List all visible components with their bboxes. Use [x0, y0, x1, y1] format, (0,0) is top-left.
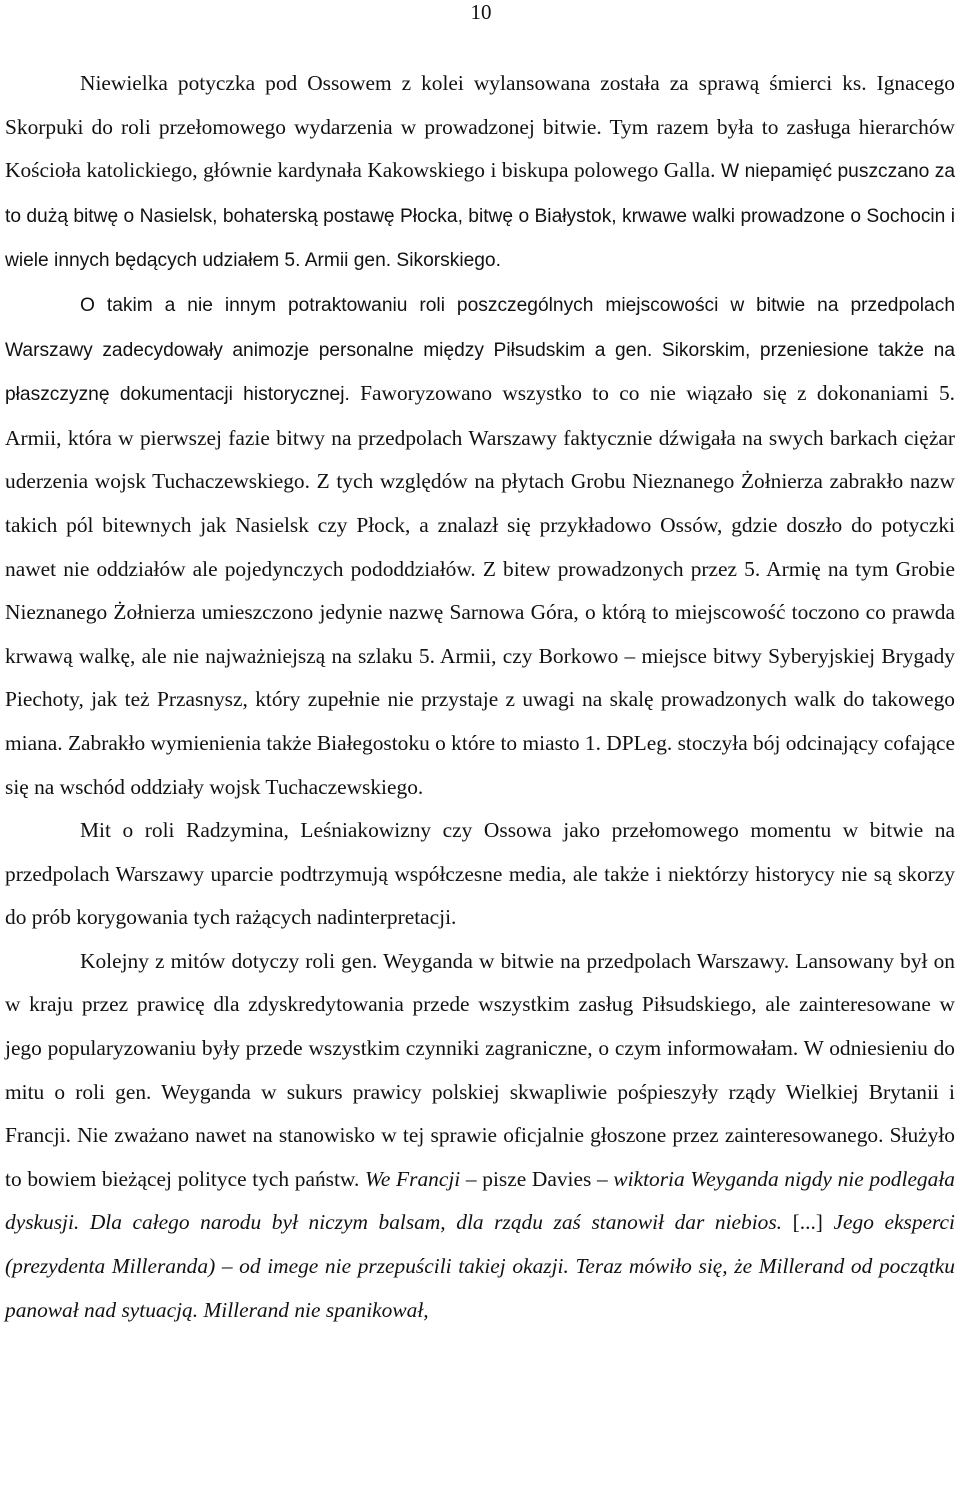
paragraph-radzymin — [5, 809, 955, 940]
paragraph-ossow-sans-text: W niepamięć puszczano za to dużą bitwę o Nasielsk, bohaterską postawę Płocka, bitwę o Białystok, krwawe walki prowadzone o Sochocin i wiele innych będących udziałem 5. Armii gen. Sikorskiego. — [5, 161, 955, 272]
quote-italic-3: Jego eksperci (prezydenta Milleranda) – od imege nie przepuścili takiej okazji. Teraz mówiło się, że Millerand od początku panował nad sytuacją. Millerand nie spanikował, — [5, 1210, 955, 1322]
quote-attribution: – pisze Davies – — [465, 1166, 608, 1191]
paragraph-weygand — [5, 940, 955, 1332]
paragraph-ossow-text: Niewielka potyczka pod Ossowem z kolei wylansowana została za sprawą śmierci ks. Ignacego Skorpuki do roli przełomowego wydarzenia w prowadzonej bitwie. Tym razem była to zasługa hierarchów Kościoła katolickiego, głównie kardynała Kakowskiego i biskupa polowego Galla. — [5, 71, 955, 183]
page-number: 10 — [470, 0, 492, 24]
quote-italic-1: We Francji — [365, 1166, 461, 1191]
paragraph-weygand-text: Kolejny z mitów dotyczy roli gen. Weyganda w bitwie na przedpolach Warszawy. Lansowany był on w kraju przez prawicę dla zdyskredytowania przede wszystkim zasług Piłsudskiego, ale zainteresowane w jego popularyzowaniu były przede wszystkim czynniki zagraniczne, o czym informowałam. W odniesieniu do mitu o roli gen. Weyganda w sukurs prawicy polskiej skwapliwie pośpieszyły rządy Wielkiej Brytanii i Francji. Nie zważano nawet na stanowisko w tej sprawie oficjalnie głoszone przez zainteresowanego. Służyło to bowiem bieżącej polityce tych państw. — [5, 948, 955, 1191]
paragraph-radzymin-text: Mit o roli Radzymina, Leśniakowizny czy Ossowa jako przełomowego momentu w bitwie na przedpolach Warszawy uparcie podtrzymują współczesne media, ale także i niektórzy historycy nie są skorzy do prób korygowania tych rażących nadinterpretacji. — [5, 818, 955, 930]
paragraph-ossow — [5, 62, 955, 283]
paragraph-animozje — [5, 283, 955, 809]
paragraph-animozje-text: Faworyzowano wszystko to co nie wiązało się z dokonaniami 5. Armii, która w pierwszej fazie bitwy na przedpolach Warszawy faktycznie dźwigała na swych barkach ciężar uderzenia wojsk Tuchaczewskiego. Z tych względów na płytach Grobu Nieznanego Żołnierza zabrakło nazw takich pól bitewnych jak Nasielsk czy Płock, a znalazł się przykładowo Ossów, gdzie doszło do potyczki nawet nie oddziałów ale pojedynczych pododdziałów. Z bitew prowadzonych przez 5. Armię na tym Grobie Nieznanego Żołnierza umieszczono jedynie nazwę Sarnowa Góra, o którą to miejscowość toczono co prawda krwawą walkę, ale nie najważniejszą na szlaku 5. Armii, czy Borkowo – miejsce bitwy Syberyjskiej Brygady Piechoty, jak też Przasnysz, który zupełnie nie przystaje z uwagi na skalę prowadzonych walk do takowego miana. Zabrakło wymienienia także Białegostoku o które to miasto 1. DPLeg. stoczyła bój odcinający cofające się na wschód oddziały wojsk Tuchaczewskiego. — [5, 381, 955, 799]
quote-italic-2: wiktoria Weyganda nigdy nie podlegała dyskusji. Dla całego narodu był niczym balsam, dla rządu zaś stanowił dar niebios. — [5, 1166, 955, 1235]
paragraph-animozje-sans-text: O takim a nie innym potraktowaniu roli poszczególnych miejscowości w bitwie na przedpolach Warszawy zadecydowały animozje personalne między Piłsudskim a gen. Sikorskim, przeniesione także na płaszczyznę dokumentacji historycznej. — [5, 294, 955, 406]
quote-ellipsis: [...] — [792, 1210, 823, 1235]
document-body — [5, 62, 955, 1332]
